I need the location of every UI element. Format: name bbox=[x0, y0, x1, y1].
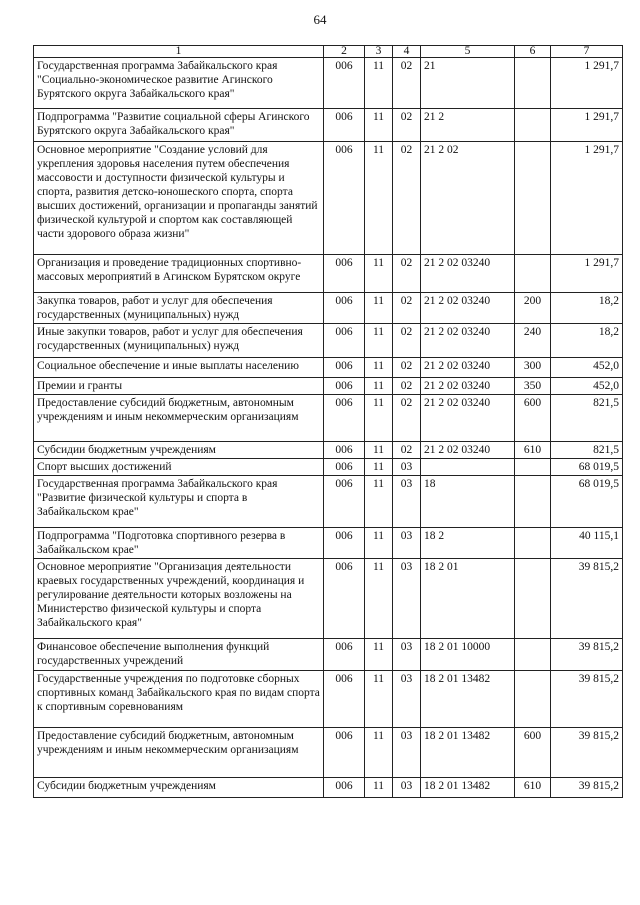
row-admin-code: 006 bbox=[324, 358, 365, 378]
row-target-article: 21 2 02 03240 bbox=[421, 442, 515, 459]
row-amount: 1 291,7 bbox=[551, 109, 623, 142]
row-name: Предоставление субсидий бюджетным, автономным учреждениям и иным некоммерческим организациям bbox=[34, 728, 324, 778]
row-target-article: 21 2 02 03240 bbox=[421, 255, 515, 293]
row-name: Основное мероприятие "Создание условий для укрепления здоровья населения путем обеспечения массовости и доступности физической культуры и спорта, развития детско-юношеского спорта, спорта высших достижений, организации и пропаганды занятий физической культурой и спортом как составляющей части здорового образа жизни" bbox=[34, 142, 324, 255]
row-section: 11 bbox=[365, 395, 393, 442]
table-row bbox=[34, 639, 623, 671]
page-number: 64 bbox=[313, 12, 327, 27]
row-name: Финансовое обеспечение выполнения функций государственных учреждений bbox=[34, 639, 324, 671]
row-expense-type: 350 bbox=[515, 378, 551, 395]
row-section: 11 bbox=[365, 559, 393, 639]
row-subsection: 03 bbox=[393, 639, 421, 671]
table-row bbox=[34, 324, 623, 358]
row-target-article: 18 2 bbox=[421, 528, 515, 559]
row-name: Подпрограмма "Подготовка спортивного резерва в Забайкальском крае" bbox=[34, 528, 324, 559]
row-target-article bbox=[421, 459, 515, 476]
row-expense-type: 610 bbox=[515, 778, 551, 798]
row-name: Подпрограмма "Развитие социальной сферы Агинского Бурятского округа Забайкальского края" bbox=[34, 109, 324, 142]
row-amount: 68 019,5 bbox=[551, 459, 623, 476]
row-expense-type bbox=[515, 528, 551, 559]
row-expense-type bbox=[515, 459, 551, 476]
row-subsection: 02 bbox=[393, 109, 421, 142]
row-amount: 452,0 bbox=[551, 378, 623, 395]
row-name: Иные закупки товаров, работ и услуг для обеспечения государственных (муниципальных) нужд bbox=[34, 324, 324, 358]
row-section: 11 bbox=[365, 109, 393, 142]
row-section: 11 bbox=[365, 671, 393, 728]
row-name: Предоставление субсидий бюджетным, автономным учреждениям и иным некоммерческим организациям bbox=[34, 395, 324, 442]
row-amount: 18,2 bbox=[551, 324, 623, 358]
row-section: 11 bbox=[365, 358, 393, 378]
row-target-article: 21 2 02 bbox=[421, 142, 515, 255]
row-name: Субсидии бюджетным учреждениям bbox=[34, 442, 324, 459]
row-target-article: 21 2 bbox=[421, 109, 515, 142]
row-subsection: 02 bbox=[393, 293, 421, 324]
row-subsection: 03 bbox=[393, 671, 421, 728]
row-admin-code: 006 bbox=[324, 528, 365, 559]
row-expense-type bbox=[515, 671, 551, 728]
row-subsection: 03 bbox=[393, 559, 421, 639]
row-amount: 821,5 bbox=[551, 395, 623, 442]
row-section: 11 bbox=[365, 255, 393, 293]
row-target-article: 18 2 01 10000 bbox=[421, 639, 515, 671]
row-name: Спорт высших достижений bbox=[34, 459, 324, 476]
row-admin-code: 006 bbox=[324, 293, 365, 324]
row-target-article: 18 2 01 bbox=[421, 559, 515, 639]
row-amount: 452,0 bbox=[551, 358, 623, 378]
row-name: Субсидии бюджетным учреждениям bbox=[34, 778, 324, 798]
table-row bbox=[34, 142, 623, 255]
row-admin-code: 006 bbox=[324, 442, 365, 459]
row-expense-type bbox=[515, 142, 551, 255]
table-row bbox=[34, 559, 623, 639]
row-section: 11 bbox=[365, 324, 393, 358]
header-col-section: 3 bbox=[365, 46, 393, 58]
row-subsection: 02 bbox=[393, 358, 421, 378]
row-name: Государственная программа Забайкальского края "Развитие физической культуры и спорта в Забайкальском крае" bbox=[34, 476, 324, 528]
table-row bbox=[34, 358, 623, 378]
row-expense-type bbox=[515, 255, 551, 293]
row-name: Закупка товаров, работ и услуг для обеспечения государственных (муниципальных) нужд bbox=[34, 293, 324, 324]
row-expense-type: 200 bbox=[515, 293, 551, 324]
table-row bbox=[34, 58, 623, 109]
row-section: 11 bbox=[365, 459, 393, 476]
row-amount: 39 815,2 bbox=[551, 639, 623, 671]
row-target-article: 21 2 02 03240 bbox=[421, 358, 515, 378]
row-admin-code: 006 bbox=[324, 58, 365, 109]
row-expense-type bbox=[515, 58, 551, 109]
row-subsection: 02 bbox=[393, 378, 421, 395]
row-admin-code: 006 bbox=[324, 728, 365, 778]
row-admin-code: 006 bbox=[324, 459, 365, 476]
row-amount: 1 291,7 bbox=[551, 255, 623, 293]
table-row bbox=[34, 476, 623, 528]
row-expense-type: 240 bbox=[515, 324, 551, 358]
row-admin-code: 006 bbox=[324, 671, 365, 728]
row-subsection: 02 bbox=[393, 142, 421, 255]
budget-table bbox=[33, 45, 623, 798]
row-subsection: 03 bbox=[393, 778, 421, 798]
row-subsection: 03 bbox=[393, 728, 421, 778]
table-row bbox=[34, 528, 623, 559]
row-subsection: 02 bbox=[393, 395, 421, 442]
row-expense-type bbox=[515, 109, 551, 142]
row-name: Основное мероприятие "Организация деятельности краевых государственных учреждений, координация и регулирование деятельности которых возложены на Министерство физической культуры и спорта Забайкальского края" bbox=[34, 559, 324, 639]
row-amount: 40 115,1 bbox=[551, 528, 623, 559]
header-col-admin: 2 bbox=[324, 46, 365, 58]
row-amount: 39 815,2 bbox=[551, 778, 623, 798]
row-expense-type: 610 bbox=[515, 442, 551, 459]
row-target-article: 21 2 02 03240 bbox=[421, 378, 515, 395]
table-row bbox=[34, 255, 623, 293]
row-amount: 18,2 bbox=[551, 293, 623, 324]
table-row bbox=[34, 442, 623, 459]
row-section: 11 bbox=[365, 378, 393, 395]
table-row bbox=[34, 459, 623, 476]
table-row bbox=[34, 293, 623, 324]
row-section: 11 bbox=[365, 58, 393, 109]
row-name: Государственные учреждения по подготовке сборных спортивных команд Забайкальского края по видам спорта к спортивным соревнованиям bbox=[34, 671, 324, 728]
row-target-article: 18 2 01 13482 bbox=[421, 778, 515, 798]
row-admin-code: 006 bbox=[324, 324, 365, 358]
row-expense-type bbox=[515, 639, 551, 671]
row-target-article: 18 bbox=[421, 476, 515, 528]
row-subsection: 02 bbox=[393, 255, 421, 293]
table-row bbox=[34, 671, 623, 728]
row-subsection: 03 bbox=[393, 528, 421, 559]
row-amount: 1 291,7 bbox=[551, 58, 623, 109]
row-amount: 39 815,2 bbox=[551, 671, 623, 728]
row-amount: 68 019,5 bbox=[551, 476, 623, 528]
row-target-article: 21 2 02 03240 bbox=[421, 293, 515, 324]
row-admin-code: 006 bbox=[324, 142, 365, 255]
row-section: 11 bbox=[365, 442, 393, 459]
row-name: Государственная программа Забайкальского края "Социально-экономическое развитие Агинского Бурятского округа Забайкальского края" bbox=[34, 58, 324, 109]
table-row bbox=[34, 395, 623, 442]
row-admin-code: 006 bbox=[324, 778, 365, 798]
row-section: 11 bbox=[365, 639, 393, 671]
row-admin-code: 006 bbox=[324, 109, 365, 142]
header-col-target-article: 5 bbox=[421, 46, 515, 58]
row-expense-type: 600 bbox=[515, 395, 551, 442]
row-section: 11 bbox=[365, 528, 393, 559]
table-header-row bbox=[34, 46, 623, 58]
header-col-name: 1 bbox=[34, 46, 324, 58]
row-admin-code: 006 bbox=[324, 378, 365, 395]
row-amount: 39 815,2 bbox=[551, 559, 623, 639]
row-expense-type bbox=[515, 476, 551, 528]
row-section: 11 bbox=[365, 476, 393, 528]
table-row bbox=[34, 778, 623, 798]
row-target-article: 18 2 01 13482 bbox=[421, 728, 515, 778]
row-name: Премии и гранты bbox=[34, 378, 324, 395]
row-section: 11 bbox=[365, 293, 393, 324]
row-section: 11 bbox=[365, 142, 393, 255]
row-expense-type bbox=[515, 559, 551, 639]
row-subsection: 02 bbox=[393, 324, 421, 358]
row-subsection: 03 bbox=[393, 459, 421, 476]
table-row bbox=[34, 728, 623, 778]
row-amount: 1 291,7 bbox=[551, 142, 623, 255]
row-admin-code: 006 bbox=[324, 476, 365, 528]
table-row bbox=[34, 378, 623, 395]
row-section: 11 bbox=[365, 778, 393, 798]
header-col-expense-type: 6 bbox=[515, 46, 551, 58]
row-amount: 39 815,2 bbox=[551, 728, 623, 778]
row-subsection: 03 bbox=[393, 476, 421, 528]
row-target-article: 21 bbox=[421, 58, 515, 109]
row-admin-code: 006 bbox=[324, 559, 365, 639]
row-target-article: 21 2 02 03240 bbox=[421, 324, 515, 358]
table-row bbox=[34, 109, 623, 142]
header-col-subsection: 4 bbox=[393, 46, 421, 58]
row-target-article: 18 2 01 13482 bbox=[421, 671, 515, 728]
row-admin-code: 006 bbox=[324, 639, 365, 671]
row-amount: 821,5 bbox=[551, 442, 623, 459]
row-subsection: 02 bbox=[393, 442, 421, 459]
row-subsection: 02 bbox=[393, 58, 421, 109]
row-admin-code: 006 bbox=[324, 395, 365, 442]
header-col-amount: 7 bbox=[551, 46, 623, 58]
row-expense-type: 600 bbox=[515, 728, 551, 778]
row-target-article: 21 2 02 03240 bbox=[421, 395, 515, 442]
row-expense-type: 300 bbox=[515, 358, 551, 378]
row-name: Социальное обеспечение и иные выплаты населению bbox=[34, 358, 324, 378]
row-section: 11 bbox=[365, 728, 393, 778]
row-name: Организация и проведение традиционных спортивно-массовых мероприятий в Агинском Бурятском округе bbox=[34, 255, 324, 293]
row-admin-code: 006 bbox=[324, 255, 365, 293]
